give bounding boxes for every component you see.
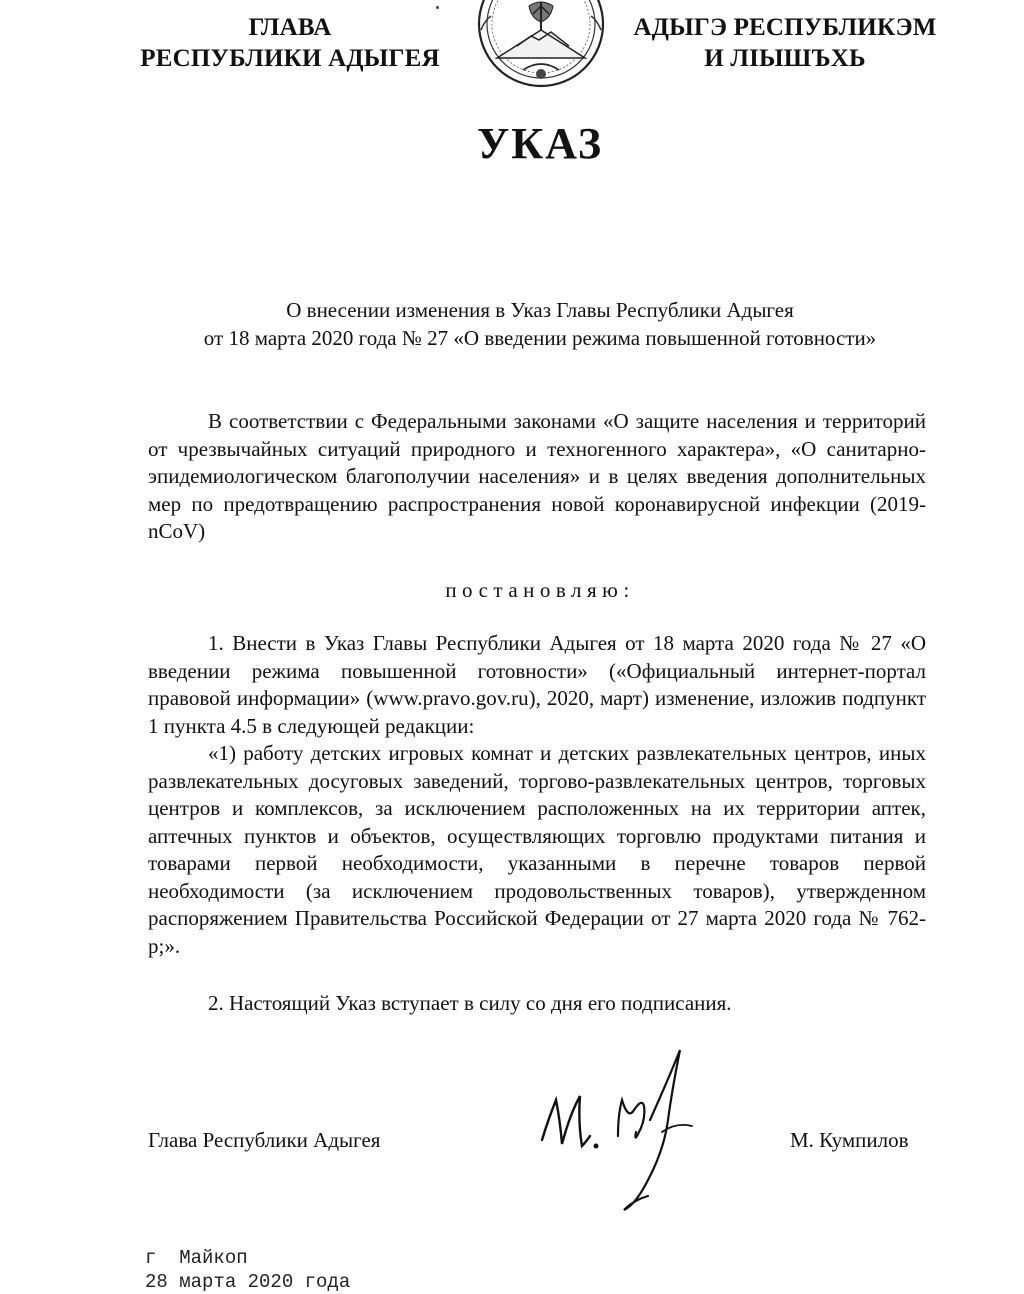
clause-1-intro: 1. Внести в Указ Главы Республики Адыгея от 18 марта 2020 года № 27 «О введении режима повышенной готовности» («Официальный интернет-портал правовой информации» (www.pravo.gov.ru), 2020, март) изменение, изложив подпункт 1 пункта 4.5 в следующей редакции: [148, 631, 926, 738]
clause-2: 2. Настоящий Указ вступает в силу со дня его подписания. [208, 991, 732, 1015]
header-right [620, 12, 950, 74]
header-right-line1: АДЫГЭ РЕСПУБЛИКЭМ [633, 14, 937, 41]
decree-word: постановляю: [445, 578, 635, 602]
date-stamp: 28 марта 2020 года [145, 1271, 351, 1293]
place-stamp: г Майкоп [145, 1247, 248, 1269]
clause-1-quote: «1) работу детских игровых комнат и детских развлекательных центров, иных развлекательных досуговых заведений, торгово-развлекательных центров, торговых центров и комплексов, за исключением расположенных на их территории аптек, аптечных пунктов и объектов, осуществляющих торговлю продуктами питания и товарами первой необходимости, указанными в перечне товаров первой необходимости (за исключением продовольственных товаров), утвержденном распоряжением Правительства Российской Федерации от 27 марта 2020 года № 762-р;». [148, 741, 926, 958]
header-left [130, 12, 450, 74]
scan-speck [436, 6, 439, 9]
document-type-title: УКАЗ [476, 119, 604, 168]
clause-1 [148, 630, 926, 960]
handwritten-signature [532, 1040, 732, 1220]
document-subtitle [100, 296, 980, 352]
preamble-paragraph: В соответствии с Федеральными законами «О защите населения и территорий от чрезвычайных ситуаций природного и техногенного характера», «О санитарно-эпидемиологическом благополучии населения» и в целях введения дополнительных мер по предотвращению распространения новой коронавирусной инфекции (2019-nCoV) [148, 409, 926, 543]
subtitle-line2: от 18 марта 2020 года № 27 «О введении режима повышенной готовности» [203, 326, 877, 350]
subtitle-line1: О внесении изменения в Указ Главы Республики Адыгея [286, 298, 794, 322]
coat-of-arms-icon [473, 0, 609, 88]
signer-name: М. Кумпилов [790, 1128, 909, 1152]
header-left-line1: ГЛАВА [248, 14, 332, 41]
header-right-line2: И ЛІЫШЪХЬ [704, 45, 866, 72]
signer-title: Глава Республики Адыгея [148, 1128, 381, 1152]
header-left-line2: РЕСПУБЛИКИ АДЫГЕЯ [140, 45, 440, 72]
